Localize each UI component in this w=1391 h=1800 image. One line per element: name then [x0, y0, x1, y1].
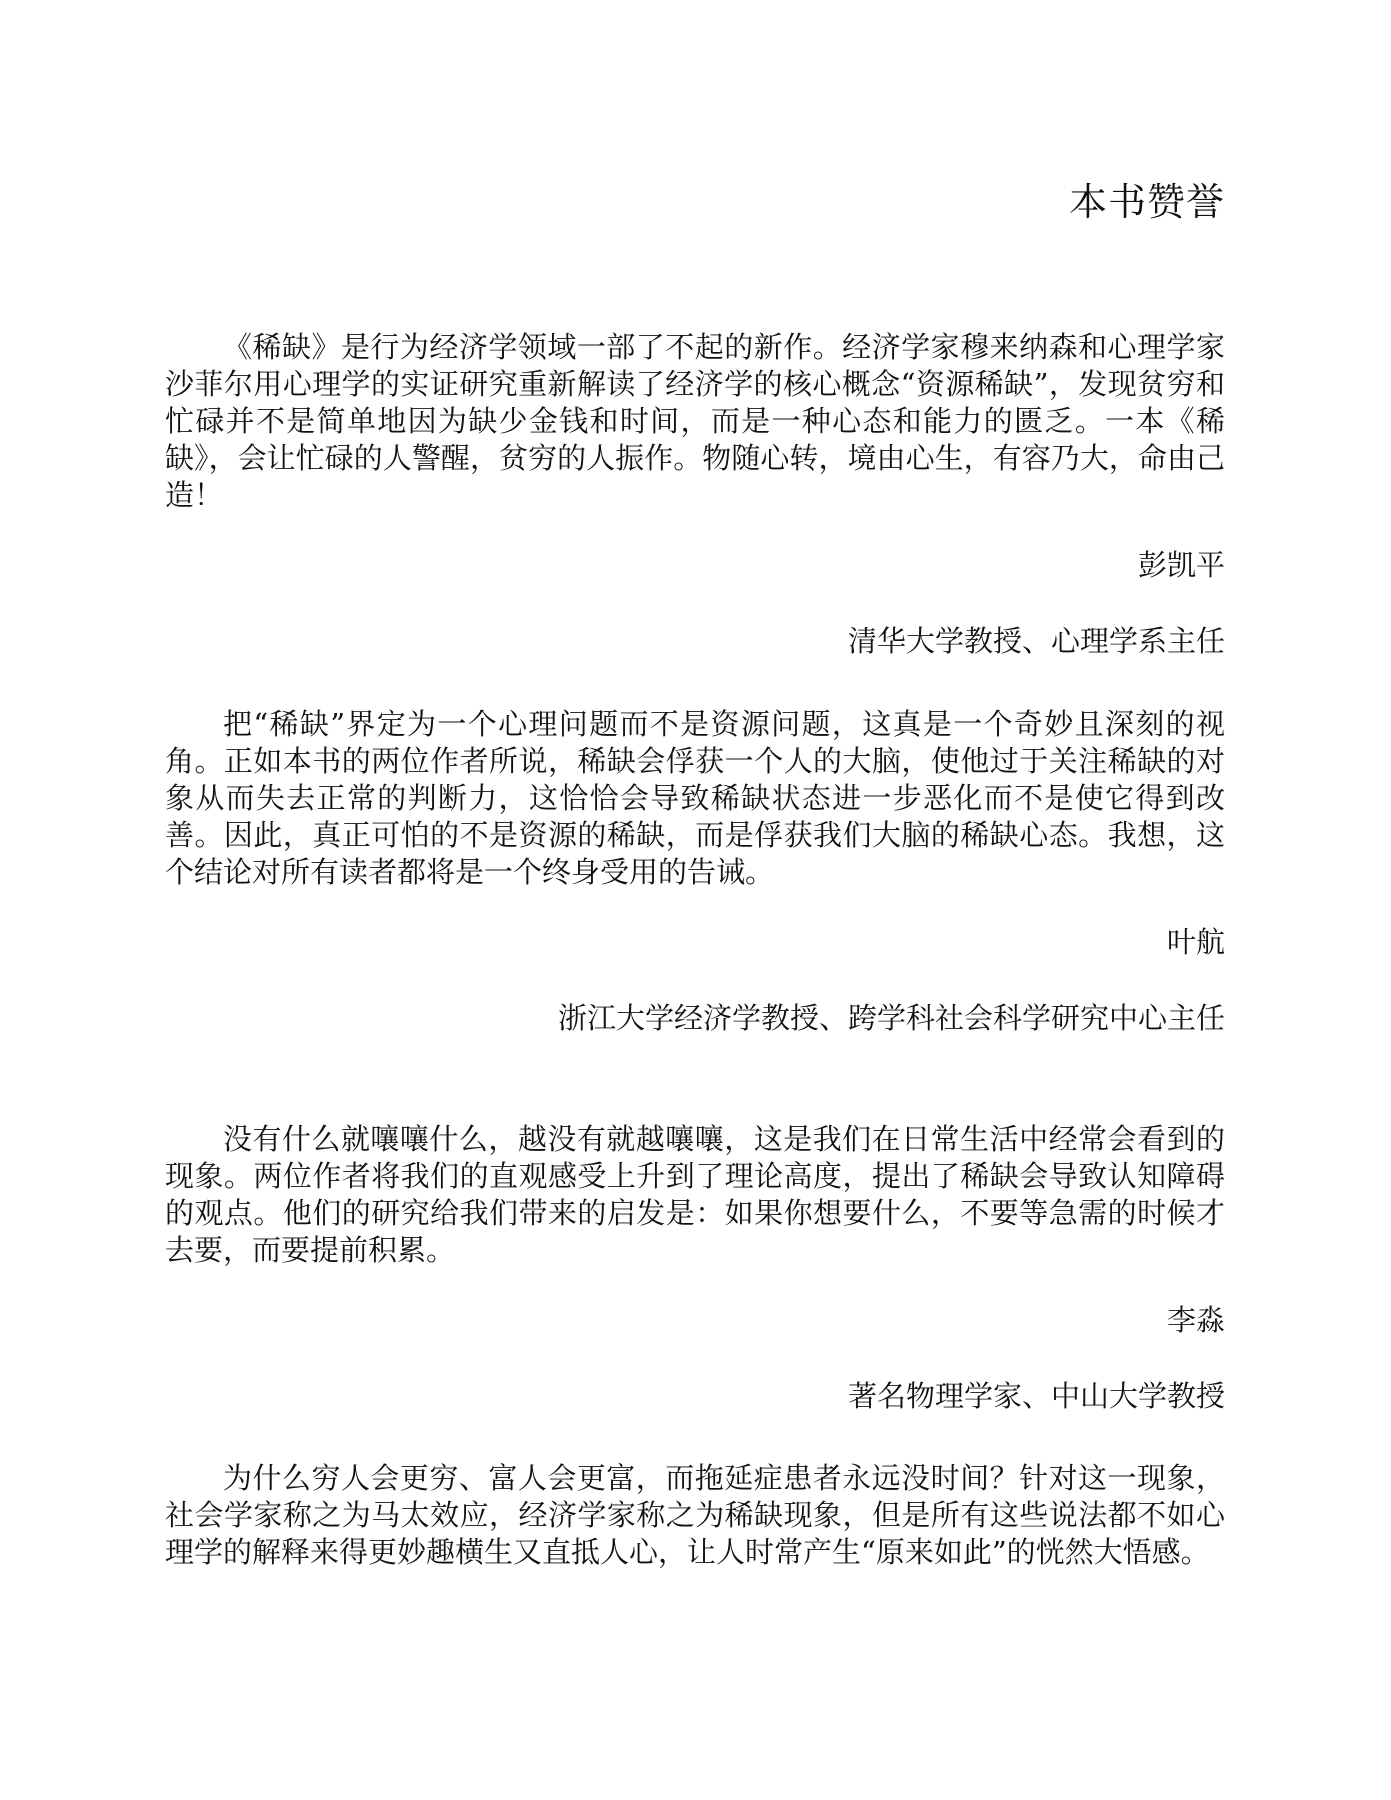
endorsement-quote: 把“稀缺”界定为一个心理问题而不是资源问题，这真是一个奇妙且深刻的视角。正如本书的两位作者所说，稀缺会俘获一个人的大脑，使他过于关注稀缺的对象从而失去正常的判断力，这恰恰会导致稀缺状态进一步恶化而不是使它得到改善。因此，真正可怕的不是资源的稀缺，而是俘获我们大脑的稀缺心态。我想，这个结论对所有读者都将是一个终身受用的告诫。 — [165, 707, 1225, 889]
endorsement-quote: 《稀缺》是行为经济学领域一部了不起的新作。经济学家穆来纳森和心理学家沙菲尔用心理学的实证研究重新解读了经济学的核心概念“资源稀缺”，发现贫穷和忙碌并不是简单地因为缺少金钱和时间，而是一种心态和能力的匮乏。一本《稀缺》，会让忙碌的人警醒，贫穷的人振作。物随心转，境由心生，有容乃大，命由己造！ — [165, 330, 1225, 512]
page-title: 本书赞誉 — [1068, 180, 1225, 224]
endorsement-quote: 没有什么就嚷嚷什么，越没有就越嚷嚷，这是我们在日常生活中经常会看到的现象。两位作者将我们的直观感受上升到了理论高度，提出了稀缺会导致认知障碍的观点。他们的研究给我们带来的启发是：如果你想要什么，不要等急需的时候才去要，而要提前积累。 — [165, 1122, 1225, 1267]
endorser-title: 著名物理学家、中山大学教授 — [847, 1379, 1225, 1413]
endorsement-2 — [165, 706, 1225, 1037]
endorser-title: 清华大学教授、心理学系主任 — [847, 624, 1225, 658]
endorsement-quote: 为什么穷人会更穷、富人会更富，而拖延症患者永远没时间？针对这一现象，社会学家称之为马太效应，经济学家称之为稀缺现象，但是所有这些说法都不如心理学的解释来得更妙趣横生又直抵人心，让人时常产生“原来如此”的恍然大悟感。 — [165, 1461, 1225, 1569]
endorser-name: 李淼 — [1166, 1303, 1225, 1337]
document-page — [165, 0, 1225, 1800]
endorser-name: 彭凯平 — [1137, 548, 1225, 582]
endorsement-1 — [165, 329, 1225, 660]
endorsement-3 — [165, 1121, 1225, 1415]
endorser-name: 叶航 — [1166, 925, 1225, 959]
endorsement-4 — [165, 1460, 1225, 1571]
endorser-title: 浙江大学经济学教授、跨学科社会科学研究中心主任 — [557, 1001, 1225, 1035]
